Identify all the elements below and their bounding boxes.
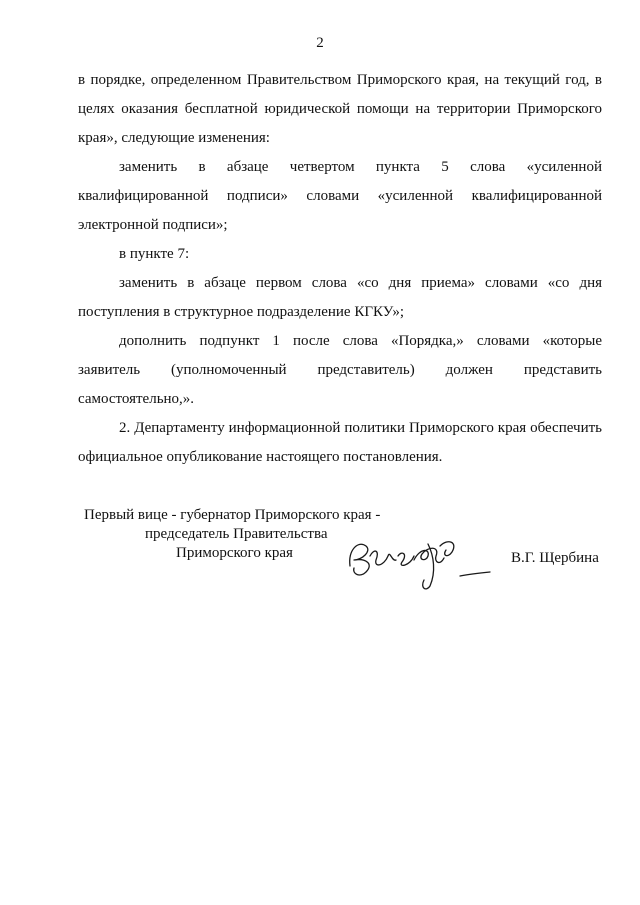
- paragraph-replace-signature: заменить в абзаце четвертом пункта 5 слова «усиленной квалифицированной подписи» словами «усиленной квалифицированной электронной подписи»;: [78, 159, 602, 233]
- signer-name: В.Г. Щербина: [511, 550, 599, 566]
- page-number: 2: [316, 35, 324, 51]
- paragraph-publication: 2. Департаменту информационной политики Приморского края обеспечить официальное опубликование настоящего постановления.: [78, 420, 602, 465]
- position-line-2: председатель Правительства: [145, 526, 328, 542]
- paragraph-item-7: в пункте 7:: [119, 246, 190, 262]
- position-line-3: Приморского края: [176, 545, 293, 561]
- document-body: [78, 66, 602, 472]
- paragraph-replace-date: заменить в абзаце первом слова «со дня приема» словами «со дня поступления в структурное подразделение КГКУ»;: [78, 275, 602, 320]
- paragraph-supplement: дополнить подпункт 1 после слова «Порядка,» словами «которые заявитель (уполномоченный представитель) должен представить самостоятельно,».: [78, 333, 602, 407]
- paragraph-intro: в порядке, определенном Правительством Приморского края, на текущий год, в целях оказания бесплатной юридической помощи на территории Приморского края», следующие изменения:: [78, 72, 602, 146]
- handwritten-signature: [344, 526, 494, 596]
- position-line-1: Первый вице - губернатор Приморского края -: [84, 507, 381, 523]
